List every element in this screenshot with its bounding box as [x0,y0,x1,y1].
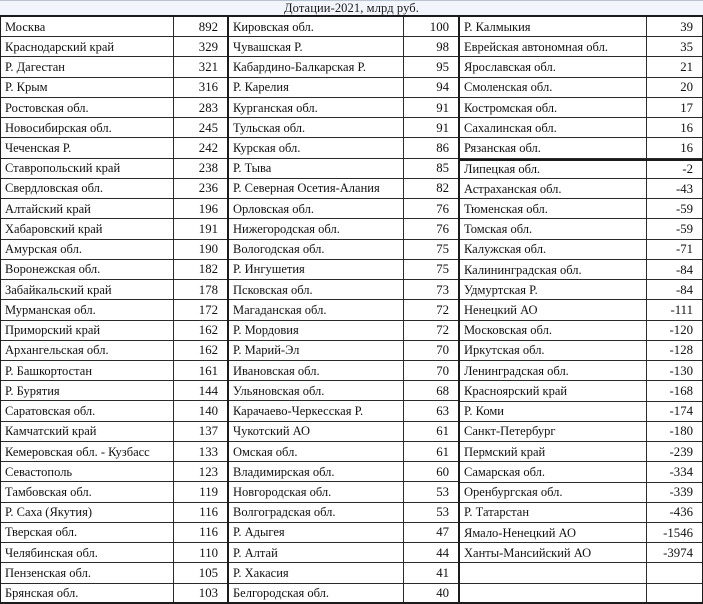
subsidy-value-cell[interactable]: -1546 [663,525,693,540]
table-row[interactable] [229,543,458,563]
subsidy-value-cell[interactable]: 39 [680,19,693,34]
table-row[interactable] [229,422,458,442]
region-name-cell[interactable]: Р. Крым [1,78,174,97]
region-name-cell[interactable]: Тверская обл. [1,523,174,542]
column-group-3 [459,17,703,604]
subsidy-value-cell[interactable]: 76 [436,221,449,236]
subsidy-value-cell[interactable]: 91 [436,100,449,115]
region-name-cell[interactable]: Магаданская обл. [229,300,404,319]
table-row[interactable] [460,381,702,401]
table-row[interactable] [460,422,702,442]
table-row[interactable] [229,361,458,381]
subsidy-value-cell[interactable]: 123 [198,464,218,479]
table-row[interactable] [1,341,227,361]
region-name-cell[interactable]: Нижегородская обл. [229,219,404,238]
column-group-2 [228,17,459,604]
table-row[interactable] [229,584,458,604]
region-name-cell[interactable]: Карачаево-Черкесская Р. [229,401,404,420]
subsidy-value-cell[interactable]: 70 [436,343,449,358]
table-row[interactable] [460,462,702,482]
region-name-cell[interactable]: Еврейская автономная обл. [460,37,647,56]
table-row-empty[interactable] [460,563,702,583]
region-name-cell[interactable]: Иркутская обл. [460,341,647,360]
subsidy-value-cell[interactable]: 82 [436,181,449,196]
table-row[interactable] [1,401,227,421]
subsidy-value-cell[interactable]: 95 [436,60,449,75]
subsidy-value-cell[interactable]: 140 [198,404,218,419]
subsidy-value-cell[interactable]: 60 [436,464,449,479]
region-name-cell[interactable]: Красноярский край [460,381,647,400]
table-row[interactable] [229,199,458,219]
table-row[interactable] [1,361,227,381]
table-row[interactable] [460,483,702,503]
region-name-cell[interactable]: Р. Калмыкия [460,17,647,36]
subsidy-value-cell[interactable]: -436 [669,505,693,520]
table-grid [0,17,703,604]
region-name-cell[interactable]: Рязанская обл. [460,138,647,157]
subsidy-value-cell[interactable]: 75 [436,242,449,257]
region-name-cell[interactable]: Пензенская обл. [1,563,174,582]
table-row[interactable] [229,78,458,98]
subsidy-value-cell[interactable]: 137 [198,424,218,439]
table-row[interactable] [460,138,702,158]
subsidy-value-cell[interactable]: -239 [669,444,693,459]
table-row[interactable] [229,563,458,583]
region-name-cell[interactable]: Костромская обл. [460,98,647,117]
subsidy-value-cell[interactable]: 20 [680,80,693,95]
table-row[interactable] [460,159,702,179]
region-name-cell[interactable]: Саратовская обл. [1,401,174,420]
region-name-cell[interactable]: Краснодарский край [1,37,174,56]
region-name-cell[interactable]: Пермский край [460,442,647,461]
subsidy-value-cell[interactable]: 16 [680,120,693,135]
subsidy-value-cell[interactable]: 85 [436,161,449,176]
subsidy-value-cell[interactable]: 16 [680,141,693,156]
subsidy-value-cell[interactable]: -180 [669,424,693,439]
region-name-cell[interactable]: Камчатский край [1,422,174,441]
subsidy-value-cell[interactable]: 245 [198,120,218,135]
subsidy-value-cell[interactable]: 17 [680,100,693,115]
region-name-cell[interactable]: Тюменская обл. [460,199,647,218]
region-name-cell[interactable]: Амурская обл. [1,240,174,259]
subsidy-value-cell[interactable]: 236 [198,181,218,196]
subsidy-value-cell[interactable]: 73 [436,282,449,297]
table-row[interactable] [229,98,458,118]
subsidy-value-cell[interactable]: -84 [675,282,693,297]
subsidy-value-cell[interactable]: 144 [198,383,218,398]
subsidy-value-cell[interactable]: 35 [680,39,693,54]
region-name-cell[interactable]: Р. Башкортостан [1,361,174,380]
subsidy-value-cell[interactable]: 119 [199,485,218,499]
region-name-cell[interactable]: Санкт-Петербург [460,422,647,441]
subsidy-value-cell[interactable]: 61 [436,444,449,459]
table-title-bar [0,0,703,17]
region-name-cell[interactable]: Р. Ингушетия [229,260,404,279]
table-row[interactable] [460,98,702,118]
table-row[interactable] [1,300,227,320]
subsidy-value-cell[interactable]: 316 [198,80,218,95]
region-name-cell[interactable]: Р. Тыва [229,159,404,178]
region-name-cell[interactable]: Курская обл. [229,138,404,157]
subsidy-value-cell[interactable]: 191 [198,221,218,236]
region-name-cell[interactable]: Хабаровский край [1,219,174,238]
subsidy-value-cell[interactable]: -120 [669,323,693,338]
region-name-cell[interactable]: Воронежская обл. [1,260,174,279]
subsidy-value-cell[interactable]: 103 [198,585,218,600]
region-name-cell[interactable]: Белгородская обл. [229,584,404,602]
table-row[interactable] [460,280,702,300]
table-row[interactable] [1,280,227,300]
subsidy-value-cell[interactable]: 283 [198,100,218,115]
table-row[interactable] [460,442,702,462]
region-name-cell[interactable]: Ивановская обл. [229,361,404,380]
subsidy-value-cell[interactable]: -59 [675,201,693,216]
region-name-cell[interactable]: Ленинградская обл. [460,361,647,380]
table-row[interactable] [1,503,227,523]
subsidy-value-cell[interactable]: 116 [199,505,218,520]
table-row[interactable] [229,118,458,138]
table-row[interactable] [1,240,227,260]
subsidy-value-cell[interactable]: 47 [436,525,449,540]
subsidy-value-cell[interactable]: 321 [198,60,218,75]
table-row[interactable] [229,300,458,320]
subsidy-value-cell[interactable]: 105 [198,565,218,580]
table-row[interactable] [229,341,458,361]
subsidy-value-cell[interactable]: 61 [436,424,449,439]
subsidy-value-cell[interactable]: -339 [669,485,693,500]
table-row[interactable] [460,321,702,341]
region-name-cell[interactable]: Р. Коми [460,402,647,421]
subsidy-value-cell[interactable]: 98 [436,39,449,54]
table-row[interactable] [1,118,227,138]
subsidy-value-cell[interactable]: 172 [198,302,218,317]
subsidy-value-cell[interactable]: -111 [670,303,693,317]
table-row[interactable] [1,381,227,401]
subsidy-value-cell[interactable]: 72 [436,302,449,317]
table-row[interactable] [460,503,702,523]
subsidy-value-cell[interactable] [647,563,702,582]
table-row[interactable] [229,442,458,462]
subsidy-value-cell[interactable]: 70 [436,363,449,378]
subsidy-value-cell[interactable]: -168 [669,383,693,398]
subsidy-value-cell[interactable]: 162 [198,323,218,338]
region-name-cell[interactable]: Псковская обл. [229,280,404,299]
table-row[interactable] [1,422,227,442]
table-row[interactable] [229,240,458,260]
table-row[interactable] [229,321,458,341]
table-row[interactable] [460,219,702,239]
subsidy-value-cell[interactable]: 162 [198,343,218,358]
region-name-cell[interactable]: Забайкальский край [1,280,174,299]
subsidy-value-cell[interactable]: -71 [675,242,693,257]
table-row[interactable] [229,523,458,543]
subsidy-value-cell[interactable]: 21 [680,60,693,75]
table-row[interactable] [460,37,702,57]
subsidy-value-cell[interactable]: 196 [198,201,218,216]
subsidy-value-cell[interactable]: 182 [198,262,218,277]
region-name-cell[interactable]: Тамбовская обл. [1,482,174,501]
table-row[interactable] [460,78,702,98]
subsidy-value-cell[interactable]: 238 [198,161,218,176]
region-name-cell[interactable]: Курганская обл. [229,98,404,117]
subsidy-value-cell[interactable]: -3974 [663,545,693,560]
region-name-cell[interactable]: Мурманская обл. [1,300,174,319]
subsidy-value-cell[interactable]: 68 [436,383,449,398]
region-name-cell[interactable]: Севастополь [1,462,174,481]
subsidy-value-cell[interactable]: 63 [436,404,449,419]
region-name-cell[interactable]: Челябинская обл. [1,543,174,562]
region-name-cell[interactable]: Владимирская обл. [229,462,404,481]
table-row[interactable] [1,199,227,219]
subsidy-value-cell[interactable]: 40 [436,585,449,600]
subsidy-value-cell[interactable]: 86 [436,141,449,156]
subsidy-value-cell[interactable]: 116 [199,525,218,540]
table-row[interactable] [229,462,458,482]
column-group-1 [0,17,228,604]
region-name-cell[interactable]: Кировская обл. [229,17,404,36]
region-name-cell[interactable]: Чувашская Р. [229,37,404,56]
table-row[interactable] [1,98,227,118]
region-name-cell[interactable]: Архангельская обл. [1,341,174,360]
region-name-cell[interactable]: Ханты-Мансийский АО [460,543,647,562]
table-row[interactable] [460,523,702,543]
subsidy-value-cell[interactable]: 161 [198,363,218,378]
table-row[interactable] [1,523,227,543]
table-row[interactable] [229,219,458,239]
subsidy-value-cell[interactable]: 76 [436,201,449,216]
table-row[interactable] [1,563,227,583]
subsidy-value-cell[interactable]: -2 [682,162,693,177]
region-name-cell[interactable]: Чеченская Р. [1,138,174,157]
region-name-cell[interactable]: Чукотский АО [229,422,404,441]
table-row-empty[interactable] [460,584,702,604]
subsidy-value-cell[interactable]: -174 [669,404,693,419]
region-name-cell[interactable]: Р. Адыгея [229,523,404,542]
subsidy-value-cell[interactable]: 53 [436,505,449,520]
subsidy-value-cell[interactable]: -84 [675,262,693,277]
region-name-cell[interactable]: Ярославская обл. [460,57,647,76]
region-name-cell[interactable]: Астраханская обл. [460,179,647,198]
region-name-cell[interactable]: Московская обл. [460,321,647,340]
region-name-cell[interactable]: Р. Марий-Эл [229,341,404,360]
table-row[interactable] [229,381,458,401]
table-row[interactable] [1,179,227,199]
table-row[interactable] [229,159,458,179]
region-name-cell[interactable]: Р. Северная Осетия-Алания [229,179,404,198]
table-row[interactable] [229,482,458,502]
region-name-cell[interactable]: Р. Хакасия [229,563,404,582]
region-name-cell[interactable]: Свердловская обл. [1,179,174,198]
region-name-cell[interactable]: Сахалинская обл. [460,118,647,137]
region-name-cell[interactable]: Волгоградская обл. [229,503,404,522]
table-row[interactable] [1,17,227,37]
subsidy-value-cell[interactable] [647,584,702,602]
table-row[interactable] [1,138,227,158]
subsidy-value-cell[interactable]: 91 [436,120,449,135]
region-name-cell[interactable]: Ставропольский край [1,159,174,178]
page-title: Дотации-2021, млрд руб. [284,0,419,15]
table-row[interactable] [460,179,702,199]
subsidy-value-cell[interactable]: 110 [199,545,218,560]
region-name-cell[interactable]: Р. Алтай [229,543,404,562]
table-row[interactable] [229,138,458,158]
table-row[interactable] [229,401,458,421]
subsidy-value-cell[interactable]: -128 [669,343,693,358]
table-row[interactable] [460,57,702,77]
subsidy-value-cell[interactable]: 242 [198,141,218,156]
table-row[interactable] [460,118,702,138]
region-name-cell[interactable]: Вологодская обл. [229,240,404,259]
region-name-cell[interactable]: Орловская обл. [229,199,404,218]
table-row[interactable] [1,442,227,462]
table-row[interactable] [460,543,702,563]
subsidy-value-cell[interactable]: -130 [669,363,693,378]
table-row[interactable] [1,159,227,179]
region-name-cell[interactable]: Р. Дагестан [1,57,174,76]
region-name-cell[interactable]: Москва [1,17,174,36]
subsidy-value-cell[interactable]: 75 [436,262,449,277]
region-name-cell[interactable]: Ненецкий АО [460,300,647,319]
table-row[interactable] [460,17,702,37]
subsidy-value-cell[interactable]: 44 [436,545,449,560]
table-row[interactable] [1,482,227,502]
region-name-cell[interactable]: Томская обл. [460,219,647,238]
subsidy-value-cell[interactable]: 133 [198,444,218,459]
region-name-cell[interactable]: Ростовская обл. [1,98,174,117]
table-row[interactable] [1,78,227,98]
table-row[interactable] [460,300,702,320]
region-name-cell[interactable] [460,584,647,602]
subsidy-value-cell[interactable]: 72 [436,323,449,338]
table-row[interactable] [229,503,458,523]
region-name-cell[interactable]: Р. Татарстан [460,503,647,522]
region-name-cell[interactable]: Липецкая обл. [460,161,647,178]
region-name-cell[interactable]: Р. Карелия [229,78,404,97]
region-name-cell[interactable] [460,563,647,582]
subsidy-value-cell[interactable]: 100 [429,19,449,34]
subsidy-value-cell[interactable]: -43 [675,181,693,196]
region-name-cell[interactable]: Приморский край [1,321,174,340]
table-row[interactable] [1,219,227,239]
subsidy-value-cell[interactable]: 53 [436,485,449,499]
table-row[interactable] [229,280,458,300]
region-name-cell[interactable]: Р. Мордовия [229,321,404,340]
table-row[interactable] [1,260,227,280]
subsidy-value-cell[interactable]: 892 [198,19,218,34]
region-name-cell[interactable]: Р. Саха (Якутия) [1,503,174,522]
subsidy-value-cell[interactable]: 94 [436,80,449,95]
region-name-cell[interactable]: Ямало-Ненецкий АО [460,523,647,542]
region-name-cell[interactable]: Оренбургская обл. [460,483,647,502]
region-name-cell[interactable]: Самарская обл. [460,462,647,481]
table-row[interactable] [460,240,702,260]
table-row[interactable] [460,341,702,361]
table-row[interactable] [229,57,458,77]
region-name-cell[interactable]: Калининградская обл. [460,260,647,279]
subsidy-value-cell[interactable]: -59 [675,222,693,237]
region-name-cell[interactable]: Ульяновская обл. [229,381,404,400]
region-name-cell[interactable]: Омская обл. [229,442,404,461]
region-name-cell[interactable]: Калужская обл. [460,240,647,259]
table-row[interactable] [1,462,227,482]
table-row[interactable] [1,543,227,563]
subsidy-value-cell[interactable]: -334 [669,464,693,479]
table-row[interactable] [1,321,227,341]
subsidy-value-cell[interactable]: 178 [198,282,218,297]
table-row[interactable] [460,402,702,422]
table-row[interactable] [229,260,458,280]
region-name-cell[interactable]: Кабардино-Балкарская Р. [229,57,404,76]
table-row[interactable] [229,17,458,37]
table-row[interactable] [1,584,227,604]
region-name-cell[interactable]: Кемеровская обл. - Кузбасс [1,442,174,461]
subsidy-value-cell[interactable]: 329 [198,39,218,54]
subsidy-value-cell[interactable]: 190 [198,242,218,257]
table-row[interactable] [1,37,227,57]
region-name-cell[interactable]: Р. Бурятия [1,381,174,400]
table-row[interactable] [229,179,458,199]
table-row[interactable] [1,57,227,77]
region-name-cell[interactable]: Новгородская обл. [229,482,404,501]
region-name-cell[interactable]: Удмуртская Р. [460,280,647,299]
table-row[interactable] [460,260,702,280]
region-name-cell[interactable]: Брянская обл. [1,584,174,602]
table-row[interactable] [460,199,702,219]
region-name-cell[interactable]: Тульская обл. [229,118,404,137]
table-row[interactable] [460,361,702,381]
region-name-cell[interactable]: Новосибирская обл. [1,118,174,137]
region-name-cell[interactable]: Алтайский край [1,199,174,218]
region-name-cell[interactable]: Смоленская обл. [460,78,647,97]
table-row[interactable] [229,37,458,57]
subsidy-value-cell[interactable]: 41 [436,565,449,580]
